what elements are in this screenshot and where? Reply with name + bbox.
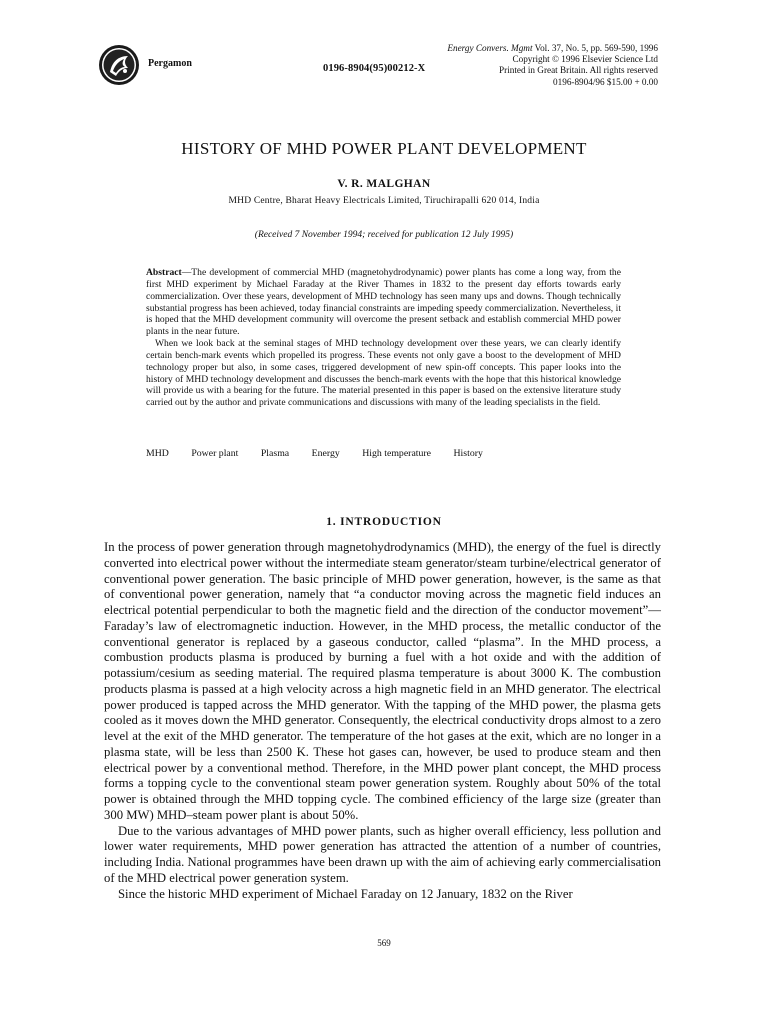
keywords	[146, 448, 503, 459]
abstract-label: Abstract	[146, 267, 182, 278]
copyright-line: Copyright © 1996 Elsevier Science Ltd	[512, 54, 658, 65]
keyword: Plasma	[260, 448, 290, 459]
keyword: High temperature	[362, 448, 432, 459]
received-dates: (Received 7 November 1994; received for publication 12 July 1995)	[254, 230, 514, 240]
keyword: History	[453, 448, 483, 459]
doi-code: 0196-8904(95)00212-X	[323, 63, 426, 74]
abstract-paragraph-2: When we look back at the seminal stages of MHD technology development over these years, we can clearly identify certain bench-mark events which propelled its progress. These events not only gave a boost to the development of MHD technology proper but also, in some cases, triggered development of new spin-off concepts. This paper looks into the history of MHD technology development and discusses the bench-mark events with the hope that this historical knowledge will provide us with a bearing for the future. The material presented in this paper is based on the extensive literature study carried out by the author and private communications and discussions with many of the leading specialists in the field.	[146, 338, 621, 409]
body-paragraph-2: Due to the various advantages of MHD power plants, such as higher overall efficiency, less pollution and lower water requirements, MHD power generation has attracted the attention of a number of countries, including India. National programmes have been drawn up with the aim of achieving early commercialisation of the MHD electrical power generation system.	[104, 823, 662, 885]
author-affiliation: MHD Centre, Bharat Heavy Electricals Limited, Tiruchirapalli 620 014, India	[228, 196, 540, 206]
abstract	[146, 267, 621, 409]
issn-price-line: 0196-8904/96 $15.00 + 0.00	[553, 76, 658, 87]
journal-name: Energy Convers. Mgmt	[447, 43, 533, 53]
pergamon-tree-logo-icon	[98, 44, 140, 86]
paper-title: HISTORY OF MHD POWER PLANT DEVELOPMENT	[181, 139, 587, 158]
keyword: MHD	[146, 448, 169, 459]
abstract-paragraph-1	[146, 267, 621, 338]
section-heading: 1. INTRODUCTION	[326, 516, 442, 528]
journal-info	[447, 43, 658, 88]
body-paragraph-1: In the process of power generation through magnetohydrodynamics (MHD), the energy of the fuel is directly converted into electrical power without the intermediate steam generator/steam turbine/electrical generator of conventional power generation. The basic principle of MHD power generation, however, is the same as that of conventional power generation, namely that “a conductor moving across the magnetic field induces an electrical potential perpendicular to both the magnetic field and the direction of the conductor movement”—Faraday’s law of electromagnetic induction. However, in the MHD process, the metallic conductor of the conventional generator is replaced by a gaseous conductor, called “plasma”. In the MHD process, a combustion products plasma is produced by burning a fuel with a hot oxide and with the addition of potassium/cesium as seeding material. The required plasma temperature is about 3000 K. The combustion products plasma is passed at a high velocity across a high magnetic field in an MHD generator. The electrical power produced is tapped across the MHD generator. With the tapping of the MHD power, the plasma gets cooled as it moves down the MHD generator. Consequently, the electrical conductivity drops almost to a zero level at the exit of the MHD generator. The temperature of the hot gases at the exit, which are no longer in a plasma state, will be less than 2500 K. These hot gases can, however, be used to produce steam and then electrical power by a conventional method. Therefore, in the MHD power plant concept, the MHD process forms a topping cycle to the conventional steam power generation system. Roughly about 50% of the total power is obtained through the MHD topping cycle. The combined efficiency of the large size (greater than 300 MW) MHD–steam power plant is about 50%.	[104, 540, 661, 822]
journal-volume: Vol. 37, No. 5, pp. 569-590, 1996	[534, 43, 658, 53]
body-text	[104, 540, 661, 902]
author-name: V. R. MALGHAN	[337, 178, 431, 190]
journal-citation	[447, 43, 658, 54]
page-number: 569	[377, 938, 391, 948]
abstract-text-1: —The development of commercial MHD (magnetohydrodynamic) power plants has come a long way, from the first MHD experiment by Michael Faraday at the River Thames in 1832 to the present day efforts towards early commercialization. Over these years, development of MHD technology has seen many ups and downs. Though technically substantial progress has been achieved, today financial constraints are impeding speedy commercialization. Nevertheless, it is hoped that the MHD development community will overcome the present setback and establish commercial MHD power plants in the near future.	[146, 267, 621, 338]
keyword: Energy	[311, 448, 340, 459]
body-paragraph-3: Since the historic MHD experiment of Michael Faraday on 12 January, 1832 on the River	[118, 886, 573, 901]
printed-line: Printed in Great Britain. All rights reserved	[499, 65, 658, 76]
keyword: Power plant	[191, 448, 239, 459]
publisher-name: Pergamon	[148, 58, 192, 69]
